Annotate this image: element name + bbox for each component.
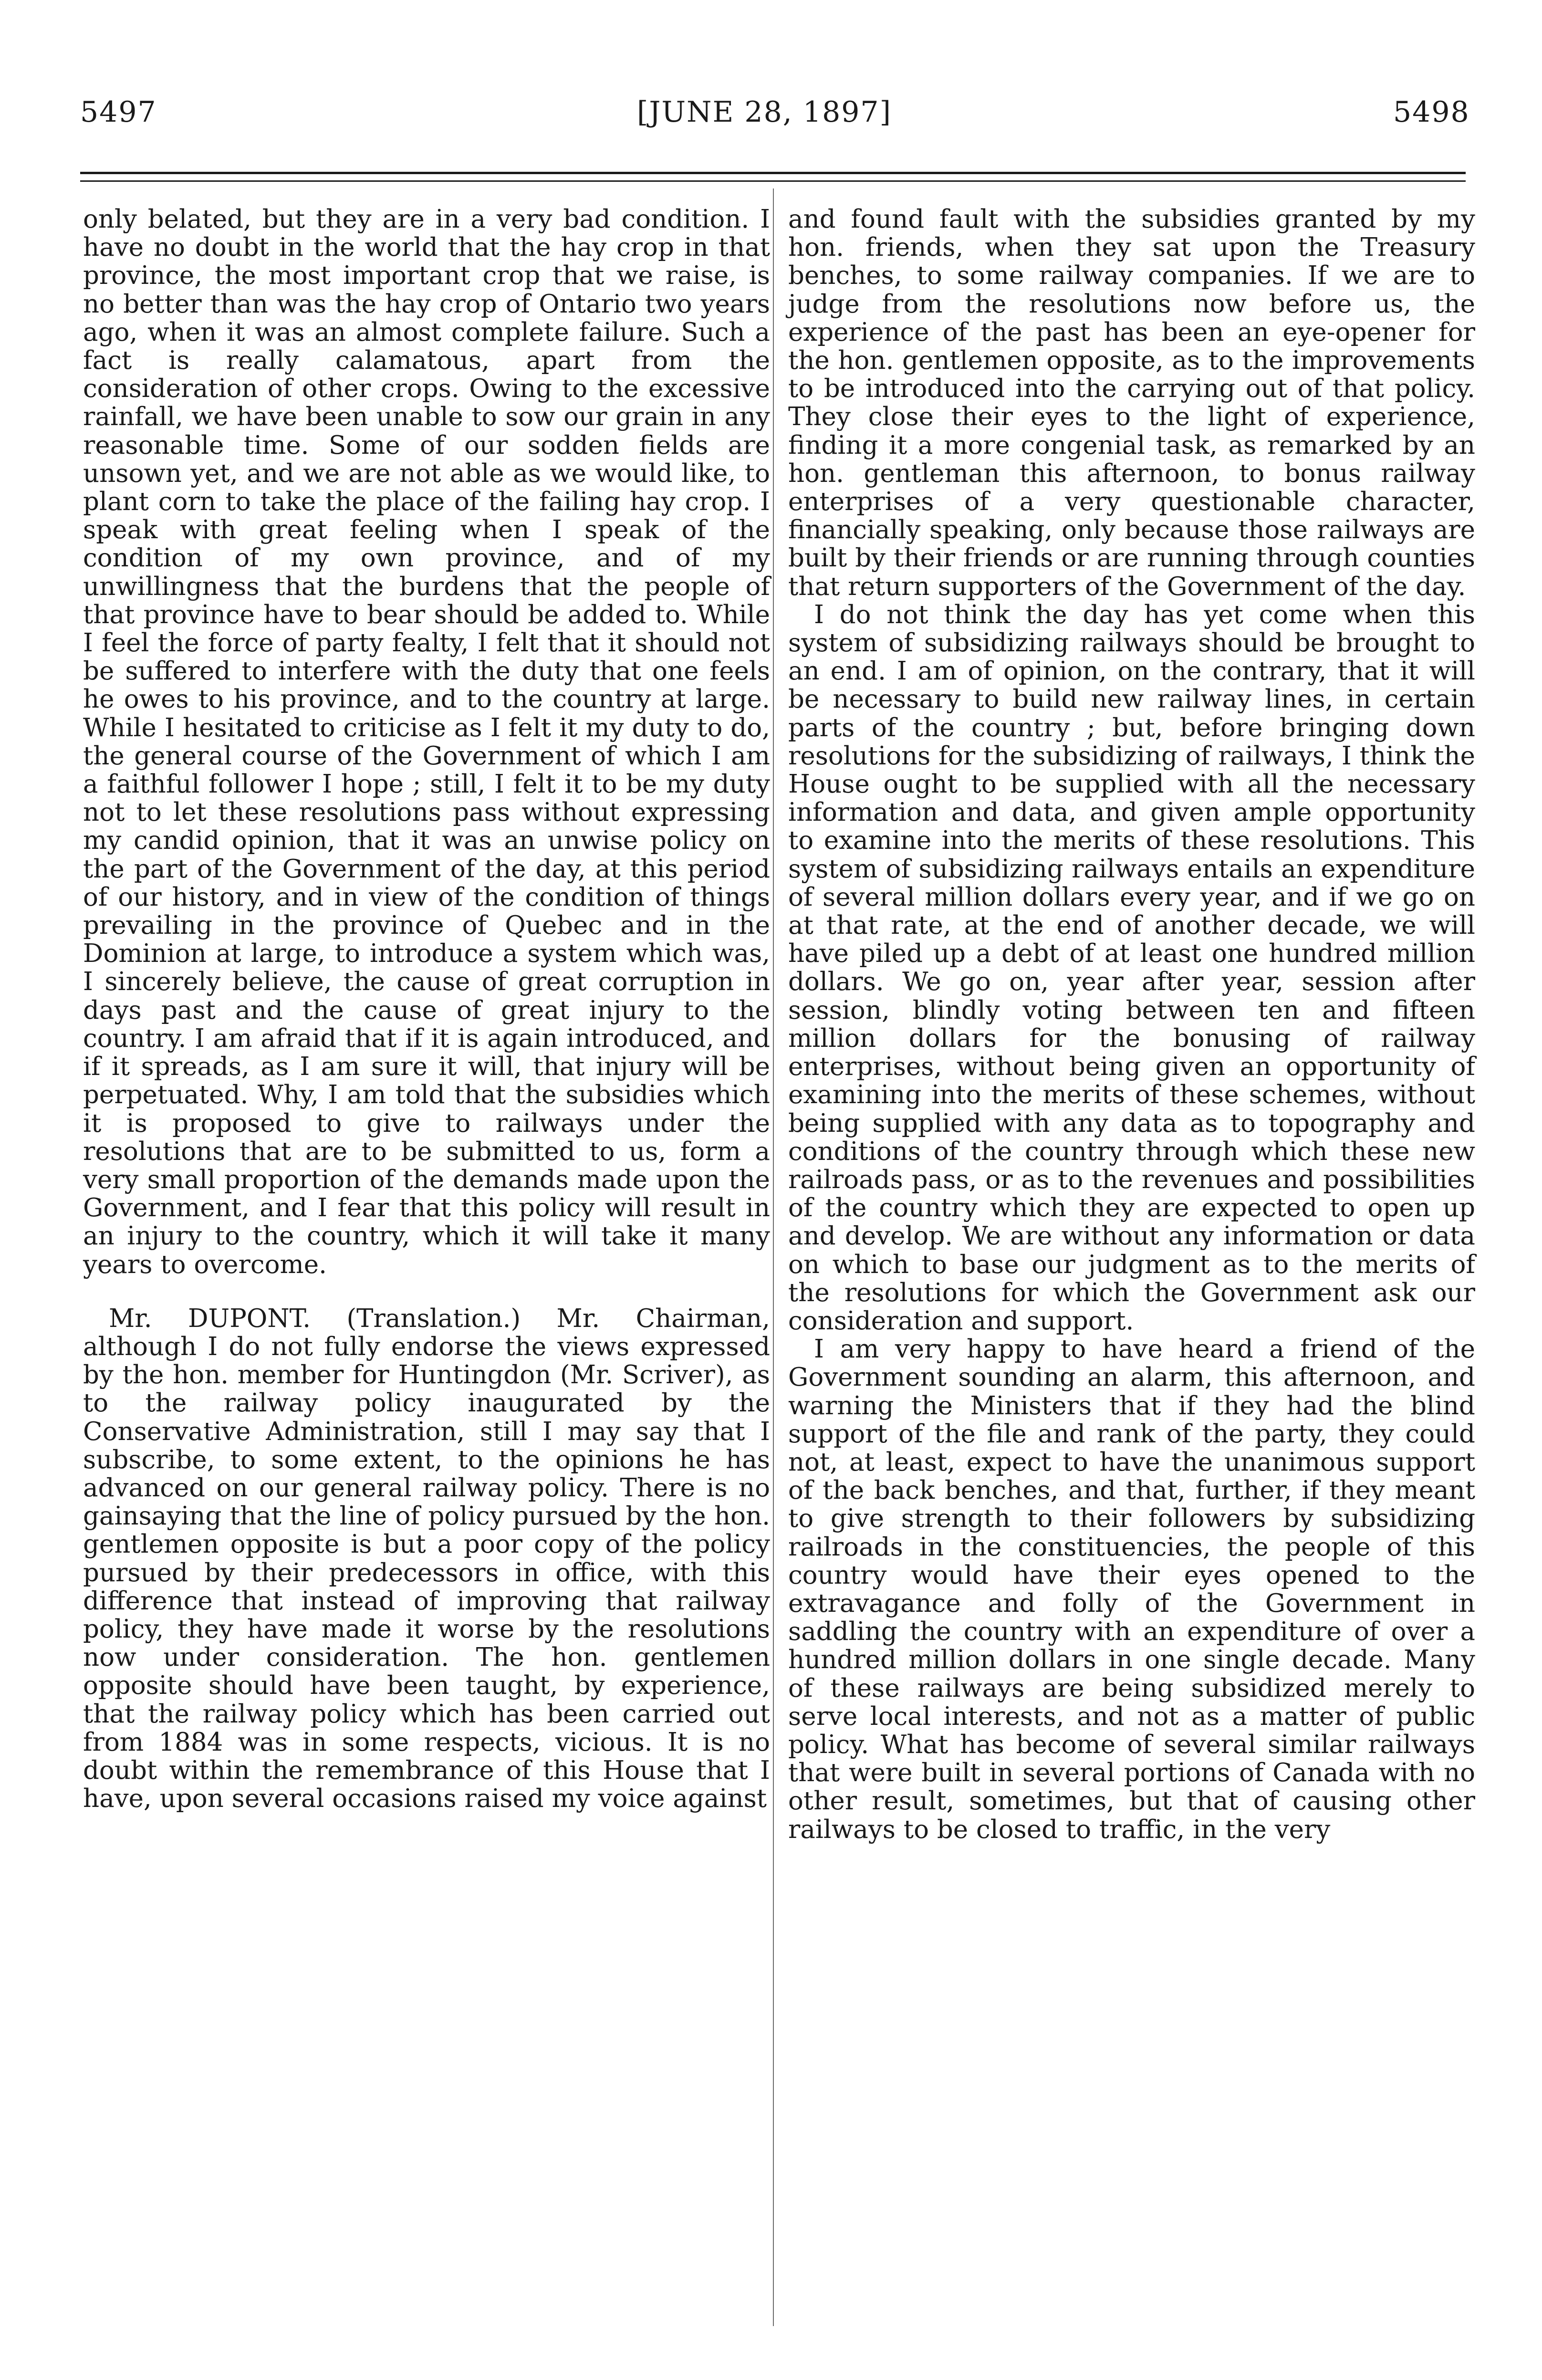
right-paragraph-1: and found fault with the subsidies granted by my hon. friends, when they sat upon the Treasury benches, to some railway companies. If we are to judge from the resolutions now before us, the experience of the past has been an eye-opener for the hon. gentlemen opposite, as to the improvements to be introduced into the carrying out of that policy. They close their eyes to the light of experience, finding it a more congenial task, as remarked by an hon. gentleman this afternoon, to bonus railway enterprises of a very questionable character, financially speaking, only because those railways are built by their friends or are running through counties that return supporters of the Government of the day. [788,205,1475,601]
header-date: [JUNE 28, 1897] [637,95,892,129]
page-header [0,95,1542,138]
right-paragraph-3: I am very happy to have heard a friend of the Government sounding an alarm, this afternoon, and warning the Ministers that if they had the blind support of the file and rank of the party, they could not, at least, expect to have the unanimous support of the back benches, and that, further, if they meant to give strength to their followers by subsidizing railroads in the constituencies, the people of this country would have their eyes opened to the extravagance and folly of the Government in saddling the country with an expenditure of over a hundred million dollars in one single decade. Many of these railways are being subsidized merely to serve local interests, and not as a matter of public policy. What has become of several similar railways that were built in several portions of Canada with no other result, sometimes, but that of causing other railways to be closed to traffic, in the very [788,1335,1475,1844]
right-paragraph-2: I do not think the day has yet come when this system of subsidizing railways should be brought to an end. I am of opinion, on the contrary, that it will be necessary to build new railway lines, in certain parts of the country ; but, before bringing down resolutions for the subsidizing of railways, I think the House ought to be supplied with all the necessary information and data, and given ample opportunity to examine into the merits of these resolutions. This system of subsidizing railways entails an expenditure of several million dollars every year, and if we go on at that rate, at the end of another decade, we will have piled up a debt of at least one hundred million dollars. We go on, year after year, session after session, blindly voting between ten and fifteen million dollars for the bonusing of railway enterprises, without being given an opportunity of examining into the merits of these schemes, without being supplied with any data as to topography and conditions of the country through which these new railroads pass, or as to the revenues and possibilities of the country which they are expected to open up and develop. We are without any information or data on which to base our judgment as to the merits of the resolutions for which the Government ask our consideration and support. [788,600,1475,1336]
page-number-right: 5498 [1393,95,1470,129]
header-rule-top [80,172,1466,174]
right-column [788,205,1475,1844]
header-rule-bottom [80,180,1466,182]
left-paragraph-2-dupont: Mr. DUPONT. (Translation.) Mr. Chairman, although I do not fully endorse the views expressed by the hon. member for Huntingdon (Mr. Scriver), as to the railway policy inaugurated by the Conservative Administration, still I may say that I subscribe, to some extent, to the opinions he has advanced on our general railway policy. There is no gainsaying that the line of policy pursued by the hon. gentlemen opposite is but a poor copy of the policy pursued by their predecessors in office, with this difference that instead of improving that railway policy, they have made it worse by the resolutions now under consideration. The hon. gentlemen opposite should have been taught, by experience, that the railway policy which has been carried out from 1884 was in some respects, vicious. It is no doubt within the remembrance of this House that I have, upon several occasions raised my voice against [83,1304,770,1814]
page-number-left: 5497 [80,95,157,129]
left-column [83,205,770,1813]
left-paragraph-1: only belated, but they are in a very bad condition. I have no doubt in the world that the hay crop in that province, the most important crop that we raise, is no better than was the hay crop of Ontario two years ago, when it was an almost complete failure. Such a fact is really calamatous, apart from the consideration of other crops. Owing to the excessive rainfall, we have been unable to sow our grain in any reasonable time. Some of our sodden fields are unsown yet, and we are not able as we would like, to plant corn to take the place of the failing hay crop. I speak with great feeling when I speak of the condition of my own province, and of my unwillingness that the burdens that the people of that province have to bear should be added to. While I feel the force of party fealty, I felt that it should not be suffered to interfere with the duty that one feels he owes to his province, and to the country at large. While I hesitated to criticise as I felt it my duty to do, the general course of the Government of which I am a faithful follower I hope ; still, I felt it to be my duty not to let these resolutions pass without expressing my candid opinion, that it was an unwise policy on the part of the Government of the day, at this period of our history, and in view of the condition of things prevailing in the province of Quebec and in the Dominion at large, to introduce a system which was, I sincerely believe, the cause of great corruption in days past and the cause of great injury to the country. I am afraid that if it is again introduced, and if it spreads, as I am sure it will, that injury will be perpetuated. Why, I am told that the subsidies which it is proposed to give to railways under the resolutions that are to be submitted to us, form a very small proportion of the demands made upon the Government, and I fear that this policy will result in an injury to the country, which it will take it many years to overcome. [83,205,770,1279]
column-divider [773,188,774,2326]
